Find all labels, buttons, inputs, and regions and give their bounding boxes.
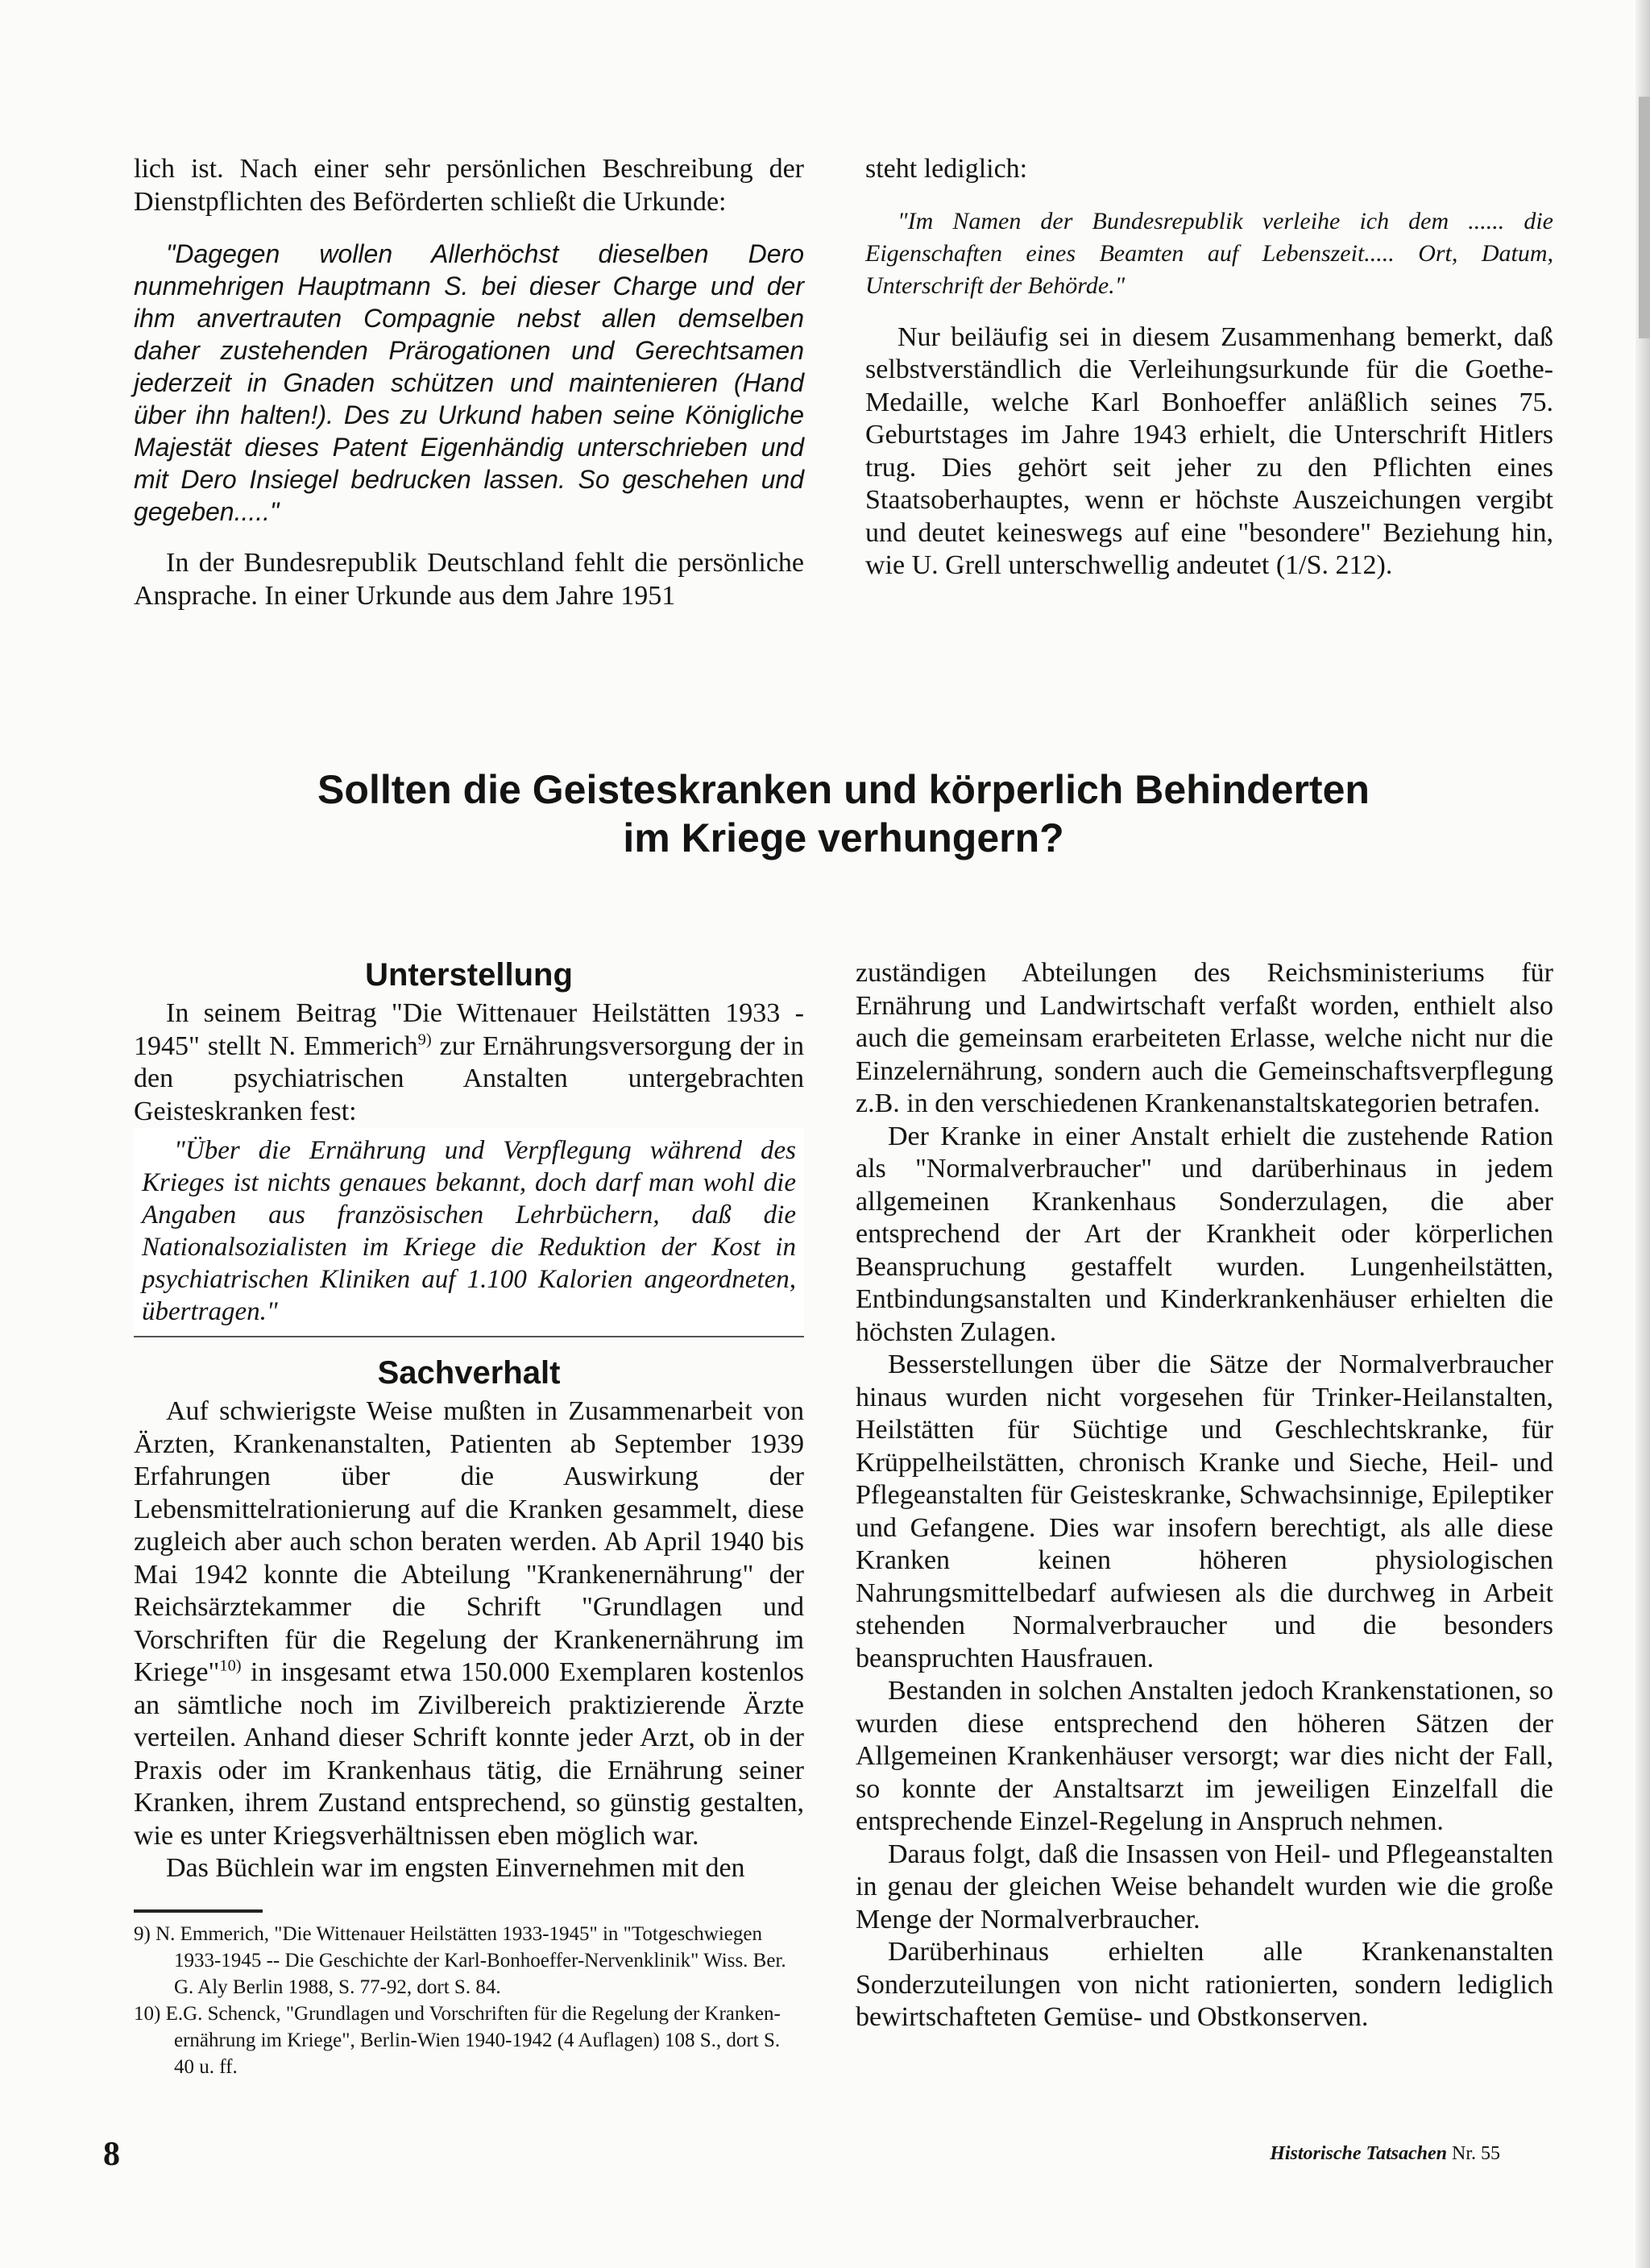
issue-number: Nr. 55 [1452,2143,1500,2164]
paragraph [134,1395,804,1852]
paragraph: Bestanden in solchen Anstalten jedoch Krankenstationen, so wurden diese entsprechend den höheren Sätzen der Allgemeinen Krankenhäuser versorgt; war dies nicht der Fall, so konnte der Anstaltsarzt im jeweiligen Einzelfall die entsprechende Einzel-Regelung in Anspruch nehmen. [856,1676,1553,1836]
footnote-divider [134,1909,263,1913]
section-title-unterstellung: Unterstellung [365,957,573,993]
paragraph: Besserstellungen über die Sätze der Normalverbraucher hinaus wurden nicht vorgesehen für Trinker-Heilanstalten, Heilstätten für Süchtige und Geschlechtskranke, für Krüppelheilstätten, chronisch Kranke und Sieche, Heil- und Pflegeanstalten für Geisteskranke, Schwachsinnige, Epileptiker und Gefangene. Dies war insofern berechtigt, als alle diese Kranken keinen höheren physiologischen Nahrungsmittelbedarf aufwiesen als die durchweg in Arbeit stehenden Normalverbraucher und die besonders beanspruchten Hausfrauen. [856,1350,1553,1673]
paragraph: steht lediglich: [865,154,1028,184]
certificate-quote: "Im Namen der Bundesrepublik verleihe ich dem ...... die Eigenschaften eines Beamten auf Lebenszeit..... Ort, Datum, Unterschrift der Behörde." [865,207,1553,299]
text-run: zur Ernährungsversorgung der in den psychiatrischen Anstalten untergebrachten Geisteskranken fest: [134,1030,804,1126]
paragraph: In der Bundesrepublik Deutschland fehlt die persönliche Ansprache. In einer Urkunde aus dem Jahre 1951 [134,548,804,611]
page-number: 8 [103,2136,120,2173]
text-run: in insgesamt etwa 150.000 Exemplaren kostenlos an sämtliche noch im Zivilbereich praktizierende Ärzte verteilen. Anhand dieser Schrift konnte jeder Arzt, ob in der Praxis oder im Krankenhaus tätig, die Ernährung seiner Kranken, ihrem Zustand entsprechend, so günstig gestalten, wie es unter Kriegsverhältnissen eben möglich war. [134,1657,804,1851]
scan-edge-shadow [1635,0,1650,2268]
footnote-text: 10) E.G. Schenck, "Grundlagen und Vorschriften für die Regelung der Kranken- [134,2002,781,2025]
footnote-text: 1933-1945 -- Die Geschichte der Karl-Bonhoeffer-Nervenklinik" Wiss. Ber. G. Aly Berlin 1988, S. 77-92, dort S. 84. [174,1949,786,1998]
paragraph: Der Kranke in einer Anstalt erhielt die zustehende Ration als "Normalverbraucher" und darüberhinaus in jedem allgemeinen Krankenhaus Sonderzulagen, die aber entsprechend der Art der Krankheit oder körperlichen Beanspruchung gestaffelt wurden. Lungenheilstätten, Entbindungsanstalten und Kinderkrankenhäuser erhielten die höchsten Zulagen. [856,1121,1553,1347]
certificate-quote: "Dagegen wollen Allerhöchst dieselben Dero nunmehrigen Hauptmann S. bei dieser Charge und der ihm anvertrauten Compagnie nebst allen demselben daher zustehenden Prärogationen und Gerechtsamen jederzeit in Gnaden schützen und maintenieren (Hand über ihn halten!). Des zu Urkund haben seine Königliche Majestät dieses Patent Eigenhändig unterschrieben und mit Dero Insiegel bedrucken lassen. So geschehen und gegeben....." [134,239,804,526]
bottom-left-column [134,951,804,2080]
footnote-ref: 9) [417,1030,432,1049]
paragraph: Nur beiläufig sei in diesem Zusammenhang bemerkt, daß selbstverständlich die Verleihungsurkunde für die Goethe-Medaille, welche Karl Bonhoeffer anläßlich seines 75. Geburtstages im Jahre 1943 erhielt, die Unterschrift Hitlers trug. Dies gehört seit jeher zu den Pflichten eines Staatsoberhauptes, wenn er höchste Auszeichungen vergibt und deutet keineswegs auf eine "besondere" Beziehung hin, wie U. Grell unterschwellig andeutet (1/S. 212). [865,321,1553,580]
text-run: Auf schwierigste Weise mußten in Zusammenarbeit von Ärzten, Krankenanstalten, Patienten ab September 1939 Erfahrungen über die Auswirkung der Lebensmittelrationierung auf die Kranken gesammelt, diese zugleich aber auch schon beraten werden. Ab April 1940 bis Mai 1942 konnte die Abteilung "Krankenernährung" der Reichsärztekammer die Schrift "Grundlagen und Vorschriften für die Regelung der Krankenernährung im Kriege" [134,1396,804,1687]
headline-line-1: Sollten die Geisteskranken und körperlich Behinderten [317,767,1370,812]
emmerich-quote: "Über die Ernährung und Verpflegung während des Krieges ist nichts genaues bekannt, doch darf man wohl die Angaben aus französischen Lehrbüchern, daß die Nationalsozialisten im Kriege die Reduktion der Kost in psychiatrischen Kliniken auf 1.100 Kalorien angeordneten, übertragen." [134,1128,804,1337]
paragraph: Daraus folgt, daß die Insassen von Heil- und Pflegeanstalten in genau der gleichen Weise behandelt wurden wie die große Menge der Normalverbraucher. [856,1839,1553,1934]
article-headline [134,765,1553,862]
footnote-10 [134,2001,804,2080]
footnote-text: 9) N. Emmerich, "Die Wittenauer Heilstätten 1933-1945" in "Totgeschwiegen [134,1922,762,1945]
top-right-column [865,153,1553,583]
paragraph [134,997,804,1128]
paragraph: lich ist. Nach einer sehr persönlichen Beschreibung der Dienstpflichten des Beförderten schließt die Urkunde: [134,154,804,217]
journal-name: Historische Tatsachen [1270,2143,1447,2164]
bottom-right-column [856,957,1553,2034]
footnote-text: ernährung im Kriege", Berlin-Wien 1940-1942 (4 Auflagen) 108 S., dort S. 40 u. ff. [174,2029,781,2078]
top-left-column [134,153,804,612]
paragraph: Darüberhinaus erhielten alle Krankenanstalten Sonderzuteilungen von nicht rationierten, sondern lediglich bewirtschafteten Gemüse- und Obstkonserven. [856,1937,1553,2032]
section-title-sachverhalt: Sachverhalt [377,1355,561,1391]
scan-edge-mark [1639,97,1650,338]
footnote-ref: 10) [219,1656,242,1675]
paragraph: zuständigen Abteilungen des Reichsministeriums für Ernährung und Landwirtschaft verfaßt worden, enthielt also auch die gemeinsam erarbeiteten Erlasse, welche nicht nur die Einzelernährung, sondern auch die Gemeinschaftsverpflegung z.B. in den verschiedenen Krankenanstaltskategorien betrafen. [856,958,1553,1118]
journal-footer [1270,2143,1500,2165]
paragraph: Das Büchlein war im engsten Einvernehmen mit den [166,1853,745,1883]
headline-line-2: im Kriege verhungern? [623,815,1064,860]
footnote-9 [134,1921,804,2001]
text-run: In seinem Beitrag "Die Wittenauer Heilstätten 1933 - 1945" stellt N. Emmerich [134,998,804,1061]
